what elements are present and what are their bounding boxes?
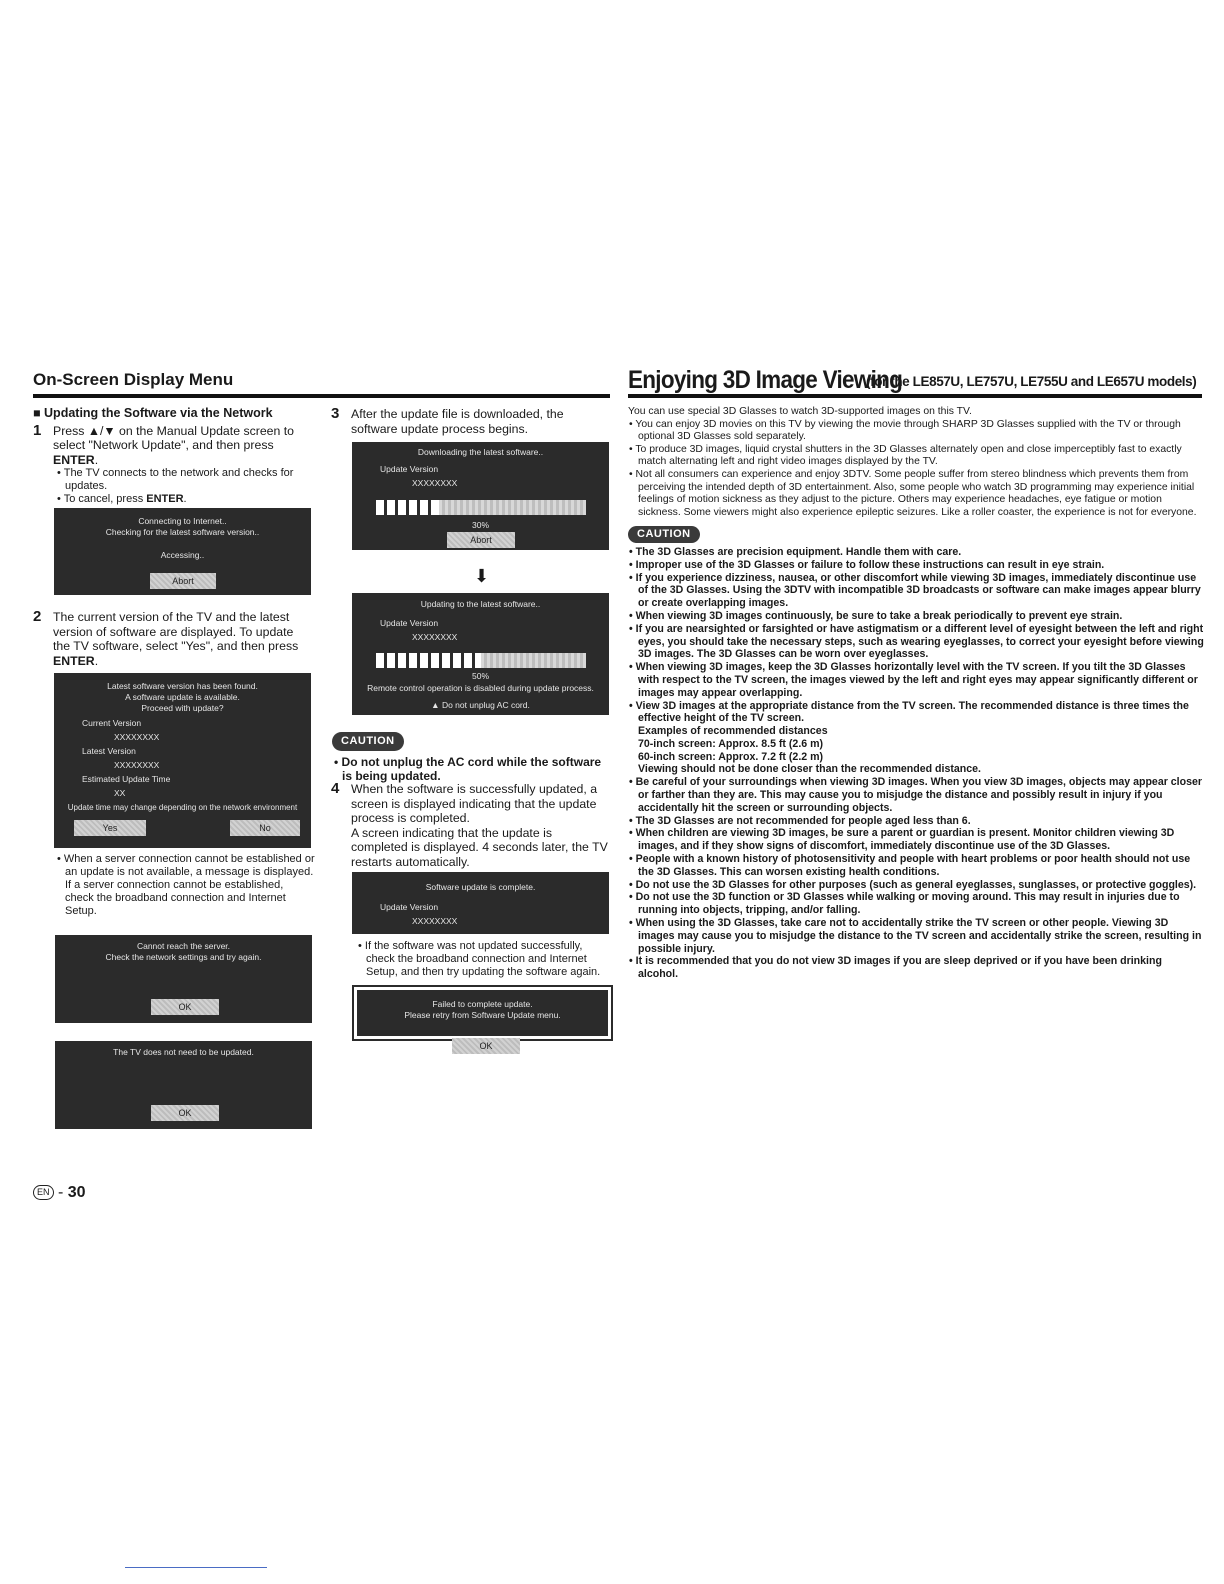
screen-failed-frame xyxy=(352,985,613,1051)
distance-60: 60-inch screen: Approx. 7.2 ft (2.2 m) xyxy=(638,750,824,763)
caution-item: • The 3D Glasses are precision equipment. Handle them with care. xyxy=(629,545,962,558)
left-column xyxy=(33,406,313,506)
progress-fill xyxy=(376,653,481,668)
step-2-period: . xyxy=(94,653,99,668)
distances-title: Examples of recommended distances xyxy=(638,725,828,738)
intro-bullet: • Not all consumers can experience and enjoy 3DTV. Some people suffer from stereo blindness which prevents them from perceiving the intended depth of 3D entertainment. Also, some people who watch 3D programming may experience initial feelings of motion sickness as they adjust to the picture. Others may experience headaches, eye fatigue or motion sickness. Some viewers might also experience epileptic seizures. Like a roller coaster, the experience is not for everyone. xyxy=(629,468,1197,518)
step-2-bullet: • When a server connection cannot be established or an update is not available, a message is displayed. If a server connection cannot be established, check the broadband connection and Internet Setup. xyxy=(57,853,315,917)
update-time-label: Estimated Update Time xyxy=(82,774,171,784)
step-1-period: . xyxy=(94,452,99,467)
progress-percent: 50% xyxy=(471,671,489,681)
caution-block xyxy=(332,732,612,783)
left-page-heading: On-Screen Display Menu xyxy=(33,370,234,389)
screen-complete xyxy=(352,872,609,934)
screen-line: The TV does not need to be updated. xyxy=(113,1047,254,1057)
caution-item: • When viewing 3D images continuously, be sure to take a break periodically to prevent eye strain. xyxy=(629,609,1123,622)
caution-item: • When using the 3D Glasses, take care not to accidentally strike the TV screen or other people. Viewing 3D images may cause you to misjudge the distance to the TV screen and accidentally strike the screen, resulting in possible injury. xyxy=(629,917,1202,955)
ok-button[interactable]: OK xyxy=(151,999,219,1015)
latest-version-value: XXXXXXXX xyxy=(114,760,160,770)
step-number: 2 xyxy=(33,608,42,625)
screen-line: Checking for the latest software version.. xyxy=(105,527,260,537)
download-progress-bar xyxy=(376,500,586,515)
screen-line: Connecting to Internet.. xyxy=(138,516,227,526)
screen-connecting xyxy=(54,508,311,595)
step-1-bullet: • The TV connects to the network and checks for updates. xyxy=(57,467,294,492)
screen-updating xyxy=(352,593,609,715)
caution-badge: CAUTION xyxy=(332,732,404,751)
screen-line: Proceed with update? xyxy=(141,703,224,713)
caution-item: • It is recommended that you do not view 3D images if you are sleep deprived or if you have been drinking alcohol. xyxy=(629,955,1162,981)
screen-line: A software update is available. xyxy=(125,692,240,702)
update-version-label: Update Version xyxy=(380,902,439,912)
page-number xyxy=(33,1184,86,1202)
caution-item: • Improper use of the 3D Glasses or failure to follow these instructions can result in eye strain. xyxy=(629,558,1105,571)
caution-item: • When viewing 3D images, keep the 3D Glasses horizontally level with the TV screen. If you tilt the 3D Glasses with respect to the TV screen, the images viewed by the left and right eyes may appear significantly different or images may appear overlapping. xyxy=(629,661,1198,699)
caution-item: • View 3D images at the appropriate distance from the TV screen. The recommended distance is three times the effective height of the TV screen. xyxy=(629,699,1189,725)
update-version-value: XXXXXXXX xyxy=(412,478,458,488)
caution-item: • If you experience dizziness, nausea, or other discomfort while viewing 3D images, immediately discontinue use of the 3D Glasses. Using the 3DTV with incompatible 3D broadcasts or software can make images appear blurry or create overlapping images. xyxy=(629,571,1201,610)
abort-button[interactable]: Abort xyxy=(447,532,515,548)
right-heading-rule xyxy=(628,394,1202,398)
screen-warning: ▲ Do not unplug AC cord. xyxy=(431,700,530,710)
right-column xyxy=(628,406,1204,981)
caution-item: • Do not use the 3D function or 3D Glasses while walking or moving around. This may result in injuries due to running into objects, tripping, and/or falling. xyxy=(629,891,1180,917)
screen-note: Remote control operation is disabled during update process. xyxy=(367,683,594,693)
warning-icon: ▲ xyxy=(431,700,440,710)
step-4-text2: A screen indicating that the update is completed is displayed. 4 seconds later, the TV restarts automatically. xyxy=(351,825,608,869)
screen-line: Updating to the latest software.. xyxy=(420,599,541,609)
page-number-separator: - xyxy=(57,1184,64,1201)
update-time-value: XX xyxy=(114,788,126,798)
update-version-label: Update Version xyxy=(380,618,439,628)
update-version-value: XXXXXXXX xyxy=(412,916,458,926)
step-4 xyxy=(331,782,611,869)
step-number: 1 xyxy=(33,421,42,439)
step-4-text: When the software is successfully updated, a screen is displayed indicating that the update process is completed. xyxy=(351,782,598,825)
arrow-down-icon: ⬇ xyxy=(474,566,490,586)
screen-no-update xyxy=(55,1041,312,1129)
caution-item: • The 3D Glasses are not recommended for people aged less than 6. xyxy=(629,814,971,827)
screen-note: Update time may change depending on the network environment xyxy=(67,803,298,812)
screen-failed xyxy=(357,990,608,1051)
step-2 xyxy=(33,610,313,668)
distance-note: Viewing should not be done closer than the recommended distance. xyxy=(638,763,981,776)
caution-badge: CAUTION xyxy=(628,526,700,543)
step-1-cancel: • To cancel, press ENTER. xyxy=(57,493,187,505)
language-badge: EN xyxy=(33,1185,54,1200)
screen-latest-version xyxy=(54,673,311,848)
caution-item: • When children are viewing 3D images, be sure a parent or guardian is present. Monitor children viewing 3D images, and if they show signs of discomfort, immediately discontinue use of the 3D Glasses. xyxy=(629,827,1175,853)
step-3-text: After the update file is downloaded, the software update process begins. xyxy=(351,407,564,436)
page-number-value: 30 xyxy=(67,1184,86,1201)
screen-line: Please retry from Software Update menu. xyxy=(404,1010,561,1020)
intro-bullet: • You can enjoy 3D movies on this TV by viewing the movie through SHARP 3D Glasses supplied with the TV or through optional 3D Glasses sold separately. xyxy=(629,418,1181,443)
screen-line: Failed to complete update. xyxy=(432,999,533,1009)
caution-item: • Do not use the 3D Glasses for other purposes (such as general eyeglasses, sunglasses, or protective goggles). xyxy=(629,878,1197,891)
section-title: ■ Updating the Software via the Network xyxy=(33,406,273,420)
screen-line: Latest software version has been found. xyxy=(107,681,258,691)
step-4-bullet: • If the software was not updated successfully, check the broadband connection and Internet Setup, and then try updating the software again. xyxy=(358,940,601,978)
yes-button[interactable]: Yes xyxy=(74,820,146,836)
current-version-label: Current Version xyxy=(82,718,142,728)
latest-version-label: Latest Version xyxy=(82,746,136,756)
progress-fill xyxy=(376,500,439,515)
screen-line: Check the network settings and try again. xyxy=(105,952,262,962)
caution-ac-cord: • Do not unplug the AC cord while the software is being updated. xyxy=(334,754,602,783)
screen-line: Software update is complete. xyxy=(425,882,536,892)
screen-downloading xyxy=(352,442,609,550)
caution-item: • People with a known history of photosensitivity and people with heart problems or poor health should not use the 3D Glasses. This can worsen existing health conditions. xyxy=(629,853,1191,878)
step-1 xyxy=(33,421,313,507)
intro-bullet: • To produce 3D images, liquid crystal shutters in the 3D Glasses alternately open and close imperceptibly fast to exactly match alternating left and right video images displayed by the TV. xyxy=(629,443,1182,468)
step-number: 4 xyxy=(331,780,340,797)
step-1-key: ENTER xyxy=(53,452,95,467)
caution-list xyxy=(628,546,1204,981)
left-heading-rule xyxy=(33,394,610,398)
screen-line: Downloading the latest software.. xyxy=(417,447,544,457)
step-2-key: ENTER xyxy=(53,653,95,668)
step-2-bullet-cont: If a server connection cannot be established, check the broadband connection and Internet Setup. xyxy=(65,879,286,917)
progress-percent: 30% xyxy=(471,520,489,530)
ok-button[interactable]: OK xyxy=(452,1038,520,1054)
screen-line: Cannot reach the server. xyxy=(136,941,231,951)
update-version-value: XXXXXXXX xyxy=(412,632,458,642)
no-button[interactable]: No xyxy=(230,820,300,836)
footer-rule xyxy=(125,1567,267,1568)
update-version-label: Update Version xyxy=(380,464,439,474)
step-1-text: Press ▲/▼ on the Manual Update screen to select "Network Update", and then press xyxy=(53,423,295,452)
current-version-value: XXXXXXXX xyxy=(114,732,160,742)
update-progress-bar xyxy=(376,653,586,668)
caution-item: • Be careful of your surroundings when viewing 3D images. When you view 3D images, objects may appear closer or farther than they are. This may cause you to misjudge the distance and possibly result in injury if you accidentally hit the screen or surrounding objects. xyxy=(629,776,1202,814)
right-heading-main: Enjoying 3D Image Viewing xyxy=(628,366,903,394)
step-2-text: The current version of the TV and the latest version of software are displayed. To update the TV software, select "Yes", and then press xyxy=(53,610,299,653)
right-heading-models: (for the LE857U, LE757U, LE755U and LE657U models) xyxy=(866,374,1197,389)
distance-70: 70-inch screen: Approx. 8.5 ft (2.6 m) xyxy=(638,737,824,750)
screen-status: Accessing.. xyxy=(160,550,205,560)
ok-button[interactable]: OK xyxy=(151,1105,219,1121)
intro-text: You can use special 3D Glasses to watch 3D-supported images on this TV. xyxy=(628,406,972,417)
abort-button[interactable]: Abort xyxy=(150,573,216,589)
screen-cannot-reach xyxy=(55,935,312,1023)
step-3 xyxy=(331,407,611,436)
square-bullet-icon: ■ xyxy=(33,406,45,420)
caution-item: • If you are nearsighted or farsighted or have astigmatism or a different level of eyesight between the left and right eyes, you should take the necessary steps, such as wearing eyeglasses, to correct your eyesight before viewing 3D images. The 3D Glasses can be worn over eyeglasses. xyxy=(629,622,1204,661)
step-number: 3 xyxy=(331,405,340,422)
